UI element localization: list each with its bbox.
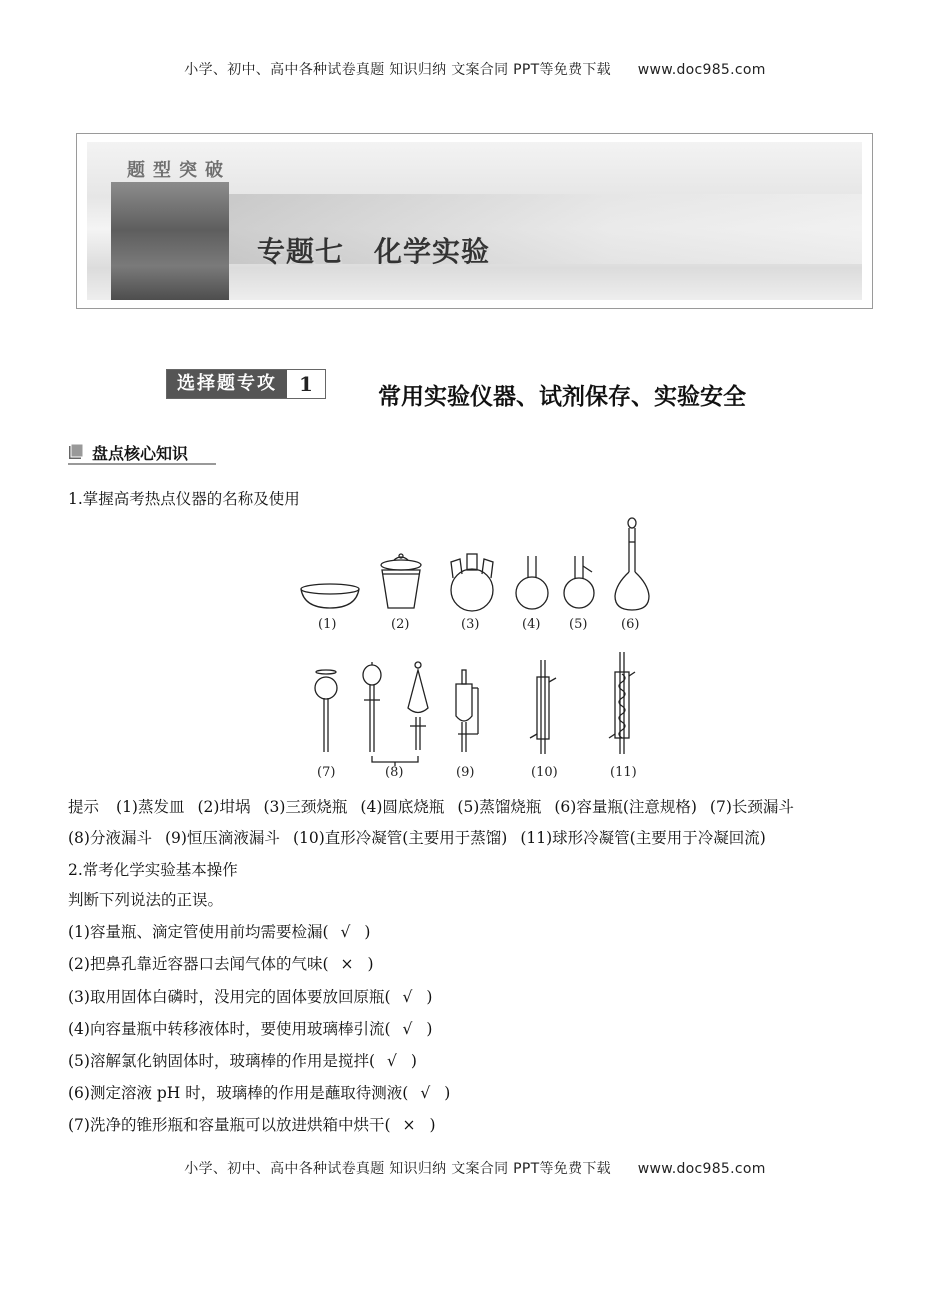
tip-item: (6)容量瓶(注意规格) <box>554 798 697 816</box>
header-text: 小学、初中、高中各种试卷真题 知识归纳 文案合同 PPT等免费下载 <box>184 62 611 78</box>
judgment-item: (1)容量瓶、滴定管使用前均需要检漏( √ ) <box>68 923 371 941</box>
tip-item: (10)直形冷凝管(主要用于蒸馏) <box>292 829 508 847</box>
judgment-mark: √ <box>420 1084 431 1102</box>
footer-url-link[interactable]: www.doc985.com <box>637 1161 766 1177</box>
figure-label: (5) <box>569 617 588 632</box>
figure-label: (7) <box>317 765 336 780</box>
judgment-mark: √ <box>402 988 413 1006</box>
tip-item: (9)恒压滴液漏斗 <box>164 829 280 847</box>
judgment-item: (3)取用固体白磷时，没用完的固体要放回原瓶( √ ) <box>68 988 433 1006</box>
straight-condenser-icon <box>530 660 556 754</box>
figure-label: (4) <box>522 617 541 632</box>
figure-label: (1) <box>318 617 337 632</box>
tip-item: (2)坩埚 <box>197 798 251 816</box>
banner-title <box>257 230 490 270</box>
long-neck-funnel-icon <box>315 670 337 752</box>
judgment-mark: × <box>402 1116 416 1134</box>
footer-text: 小学、初中、高中各种试卷真题 知识归纳 文案合同 PPT等免费下载 <box>184 1161 611 1177</box>
tip-line-2 <box>68 826 766 848</box>
tip-item: (8)分液漏斗 <box>68 829 152 847</box>
apparatus-figure <box>290 512 670 784</box>
banner-background <box>87 142 862 300</box>
judgment-item: (7)洗净的锥形瓶和容量瓶可以放进烘箱中烘干( × ) <box>68 1116 436 1134</box>
evaporating-dish-icon <box>301 584 359 608</box>
banner-title-left: 专题七 <box>257 235 345 268</box>
header-url-link[interactable]: www.doc985.com <box>637 62 766 78</box>
figure-label: (8) <box>385 765 404 780</box>
judgment-item: (5)溶解氯化钠固体时，玻璃棒的作用是搅拌( √ ) <box>68 1052 417 1070</box>
banner-title-right: 化学实验 <box>374 235 491 268</box>
tip-item: (1)蒸发皿 <box>116 798 185 816</box>
banner-photo <box>111 182 229 300</box>
round-bottom-flask-icon <box>516 556 548 609</box>
figure-label: (6) <box>621 617 640 632</box>
figure-label: (9) <box>456 765 475 780</box>
judgment-item: (6)测定溶液 pH 时，玻璃棒的作用是蘸取待测液( √ ) <box>68 1084 451 1102</box>
judgment-item: (2)把鼻孔靠近容器口去闻气体的气味( × ) <box>68 955 374 973</box>
point2-title: 2.常考化学实验基本操作 <box>68 861 238 879</box>
section-badge-label: 选择题专攻 <box>167 370 287 398</box>
separatory-funnel-icon <box>363 662 428 766</box>
figure-label: (2) <box>391 617 410 632</box>
distilling-flask-icon <box>564 556 594 608</box>
judgment-mark: √ <box>402 1020 413 1038</box>
three-neck-flask-icon <box>451 554 493 611</box>
tip-item: (11)球形冷凝管(主要用于冷凝回流) <box>520 829 766 847</box>
banner-tag: 题型突破 <box>127 160 231 181</box>
judgment-mark: × <box>340 955 354 973</box>
tip-line-1 <box>68 795 794 817</box>
crucible-icon <box>381 554 421 608</box>
document-icon <box>68 444 84 460</box>
knowledge-heading <box>68 441 216 465</box>
section-badge-number: 1 <box>287 370 325 398</box>
judgment-mark: √ <box>387 1052 397 1070</box>
tip-item: (5)蒸馏烧瓶 <box>457 798 542 816</box>
figure-label: (3) <box>461 617 480 632</box>
tip-item: (3)三颈烧瓶 <box>263 798 348 816</box>
tip-item: (7)长颈漏斗 <box>709 798 794 816</box>
section-badge <box>166 369 326 399</box>
point1-title: 1.掌握高考热点仪器的名称及使用 <box>68 490 300 508</box>
bulb-condenser-icon <box>609 652 635 754</box>
page-header <box>0 59 950 79</box>
tip-prefix: 提示 <box>68 798 100 816</box>
chapter-banner <box>76 133 873 309</box>
pressure-dropping-funnel-icon <box>456 670 478 752</box>
tip-item: (4)圆底烧瓶 <box>360 798 445 816</box>
judgment-item: (4)向容量瓶中转移液体时，要使用玻璃棒引流( √ ) <box>68 1020 433 1038</box>
instruction-text: 判断下列说法的正误。 <box>68 891 224 909</box>
judgment-mark: √ <box>340 923 351 941</box>
figure-label: (10) <box>531 765 558 780</box>
knowledge-heading-text: 盘点核心知识 <box>92 444 189 463</box>
volumetric-flask-icon <box>615 518 649 610</box>
page-footer <box>0 1158 950 1178</box>
figure-label: (11) <box>610 765 637 780</box>
section-title: 常用实验仪器、试剂保存、实验安全 <box>378 384 746 410</box>
